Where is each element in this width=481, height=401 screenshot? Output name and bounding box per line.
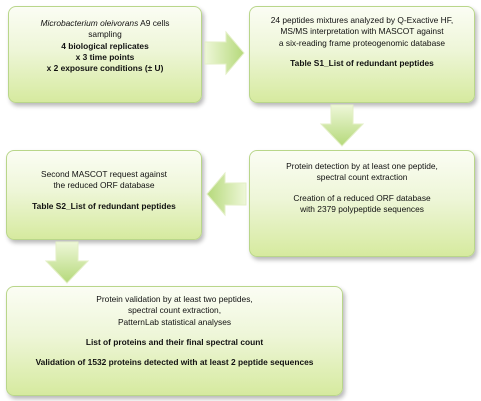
right-arrow: [204, 30, 246, 76]
time-points-line: x 3 time points: [75, 51, 135, 62]
table-s2-label: Table S2_List of redundant peptides: [32, 200, 176, 211]
replicates-line: 4 biological replicates: [61, 40, 149, 51]
detection-line-3: Creation of a reduced ORF database: [293, 192, 431, 203]
analysis-line-2: MS/MS interpretation with MASCOT against: [280, 26, 444, 37]
conditions-line: x 2 exposure conditions (± U): [46, 63, 164, 74]
mascot-line-1: Second MASCOT request against: [40, 169, 167, 179]
analysis-line-3: a six-reading frame proteogenomic database: [278, 37, 446, 48]
table-s1-label: Table S1_List of redundant peptides: [290, 57, 434, 68]
detection-line-1: Protein detection by at least one peptide,: [286, 161, 438, 171]
step-4-mascot-box: [6, 150, 202, 240]
sampling-line-2: sampling: [88, 29, 122, 40]
analysis-line-1: 24 peptides mixtures analyzed by Q-Exactive HF,: [270, 15, 454, 25]
detection-line-2: spectral count extraction: [316, 172, 408, 183]
detection-line-4: with 2379 polypeptide sequences: [300, 203, 424, 214]
down-arrow: [44, 241, 90, 285]
down-arrow: [319, 104, 365, 148]
step-1-sampling-box: [8, 6, 202, 103]
step-3-detection-box: [249, 150, 475, 257]
validation-line-2: spectral count extraction,: [127, 305, 222, 316]
step-5-validation-box: [6, 286, 343, 396]
sampling-line: Microbacterium oleivorans A9 cells: [40, 18, 170, 28]
mascot-line-2: the reduced ORF database: [53, 180, 155, 191]
left-arrow: [205, 171, 247, 217]
validation-line-4: List of proteins and their final spectral count: [85, 336, 264, 347]
validation-line-5: Validation of 1532 proteins detected with at least 2 peptide sequences: [35, 357, 314, 368]
validation-line-3: PatternLab statistical analyses: [117, 316, 232, 327]
step-2-analysis-box: [249, 6, 475, 103]
validation-line-1: Protein validation by at least two peptides,: [96, 294, 253, 304]
